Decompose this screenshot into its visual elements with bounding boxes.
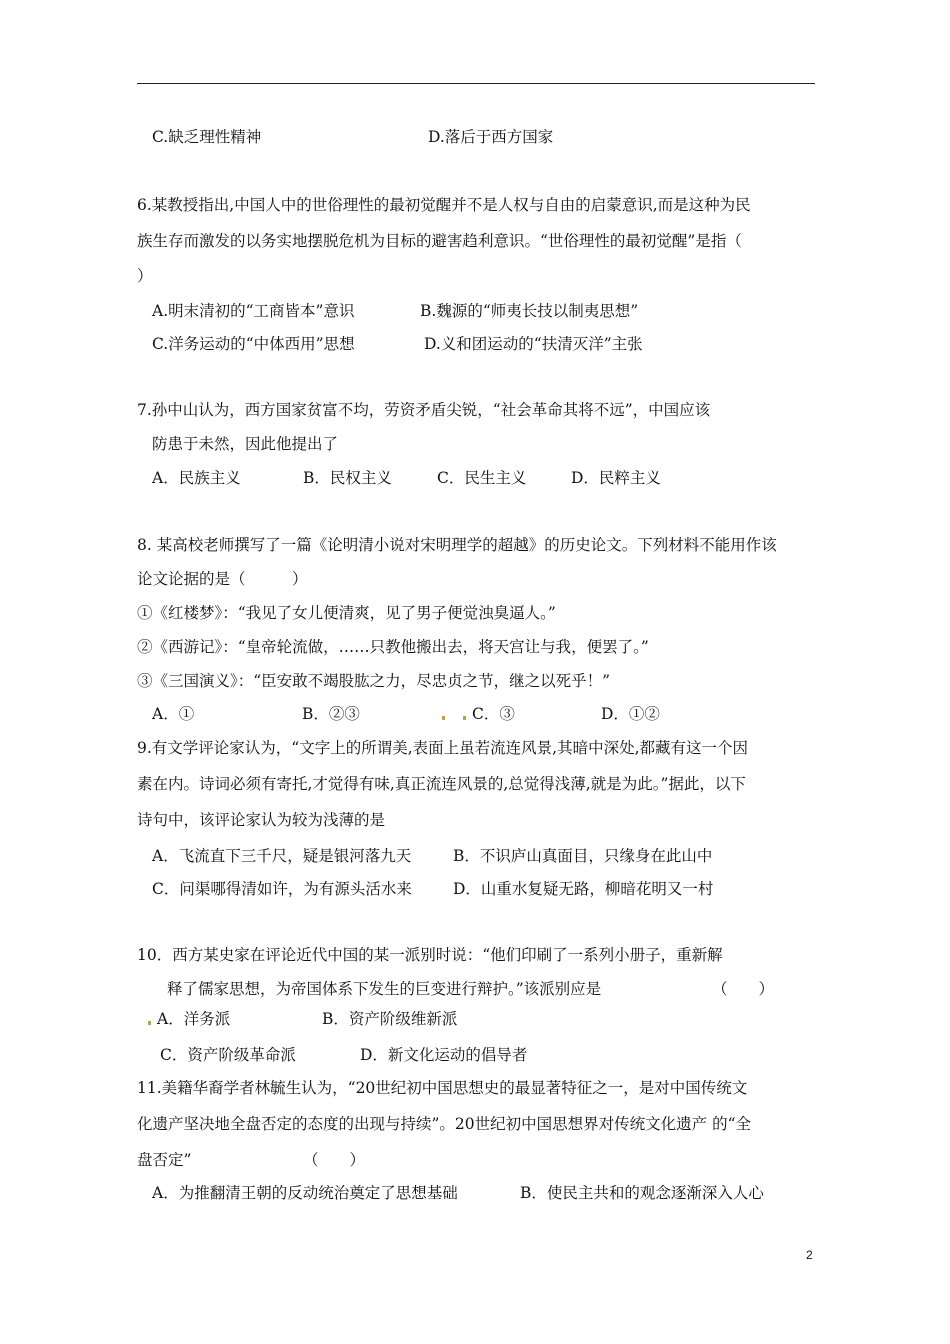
q8-material-1: ①《红楼梦》：“我见了女儿便清爽，见了男子便觉浊臭逼人。” [137,604,556,622]
q7-option-b: B．民权主义 [303,469,392,487]
q11-stem-line-2: 化遗产坚决地全盘否定的态度的出现与持续”。20世纪初中国思想界对传统文化遗产 的“全 [137,1115,752,1133]
q9-stem-line-3: 诗句中，该评论家认为较为浅薄的是 [137,811,386,829]
q10-stem-line-1: 10．西方某史家在评论近代中国的某一派别时说：“他们印刷了一系列小册子，重新解 [137,946,723,964]
page-number: 2 [806,1248,813,1262]
q9-option-b: B．不识庐山真面目，只缘身在此山中 [453,847,713,865]
q5-option-c: C.缺乏理性精神 [152,128,262,146]
q6-option-d: D.义和团运动的“扶清灭洋”主张 [424,335,643,353]
q7-stem-line-2: 防患于未然，因此他提出了 [152,435,339,453]
q8-option-a: A．① [152,705,195,723]
q7-stem-line-1: 7.孙中山认为，西方国家贫富不均，劳资矛盾尖锐，“社会革命其将不远”，中国应该 [137,401,711,419]
q8-material-2: ②《西游记》：“皇帝轮流做，……只教他搬出去，将天宫让与我，便罢了。” [137,638,649,656]
q6-option-a: A.明末清初的“工商皆本”意识 [152,302,355,320]
q8-option-c: C．③ [472,705,515,723]
q9-stem-line-1: 9.有文学评论家认为，“文字上的所谓美,表面上虽若流连风景,其暗中深处,都藏有这一个因 [137,739,748,757]
q10-stem-line-2: 释了儒家思想，为帝国体系下发生的巨变进行辩护。”该派别应是 [167,980,602,998]
q9-option-d: D．山重水复疑无路，柳暗花明又一村 [453,880,714,898]
q10-option-b: B．资产阶级维新派 [322,1010,458,1028]
q9-stem-line-2: 素在内。诗词必须有寄托,才觉得有味,真正流连风景的,总觉得浅薄,就是为此。”据此，以下 [137,775,746,793]
q10-option-a: A．洋务派 [157,1010,231,1028]
q9-option-c: C．问渠哪得清如许，为有源头活水来 [152,880,412,898]
q8-stem-line-1: 8. 某高校老师撰写了一篇《论明清小说对宋明理学的超越》的历史论文。下列材料不能用作该 [137,536,777,554]
q11-option-b: B．使民主共和的观念逐渐深入人心 [520,1184,764,1202]
scan-speck [463,716,466,720]
q8-option-d: D．①② [601,705,660,723]
q6-stem-line-3: ） [137,267,153,285]
q8-material-3: ③《三国演义》：“臣安敢不竭股肱之力，尽忠贞之节，继之以死乎！” [137,672,611,690]
q6-option-b: B.魏源的“师夷长技以制夷思想” [420,302,639,320]
q11-option-a: A．为推翻清王朝的反动统治奠定了思想基础 [152,1184,458,1202]
q10-answer-bracket: （ ） [712,980,775,998]
q10-option-c: C．资产阶级革命派 [160,1046,296,1064]
q8-option-b: B．②③ [302,705,360,723]
q11-stem-line-3: 盘否定” [137,1151,192,1169]
scan-speck [442,716,445,720]
q7-option-c: C．民生主义 [437,469,527,487]
q8-stem-line-2: 论文论据的是（ ） [137,570,308,588]
q10-option-d: D．新文化运动的倡导者 [360,1046,528,1064]
q11-answer-bracket: （ ） [303,1151,366,1169]
q6-stem-line-1: 6.某教授指出,中国人中的世俗理性的最初觉醒并不是人权与自由的启蒙意识,而是这种为民 [137,196,751,214]
q7-option-d: D．民粹主义 [571,469,661,487]
header-rule [137,83,815,84]
q5-option-d: D.落后于西方国家 [428,128,554,146]
q6-option-c: C.洋务运动的“中体西用”思想 [152,335,355,353]
q11-stem-line-1: 11.美籍华裔学者林毓生认为，“20世纪初中国思想史的最显著特征之一，是对中国传统文 [137,1079,748,1097]
q9-option-a: A．飞流直下三千尺，疑是银河落九天 [152,847,412,865]
scan-speck [148,1021,151,1025]
q6-stem-line-2: 族生存而激发的以务实地摆脱危机为目标的避害趋利意识。“世俗理性的最初觉醒”是指（ [137,232,742,250]
q7-option-a: A．民族主义 [152,469,241,487]
